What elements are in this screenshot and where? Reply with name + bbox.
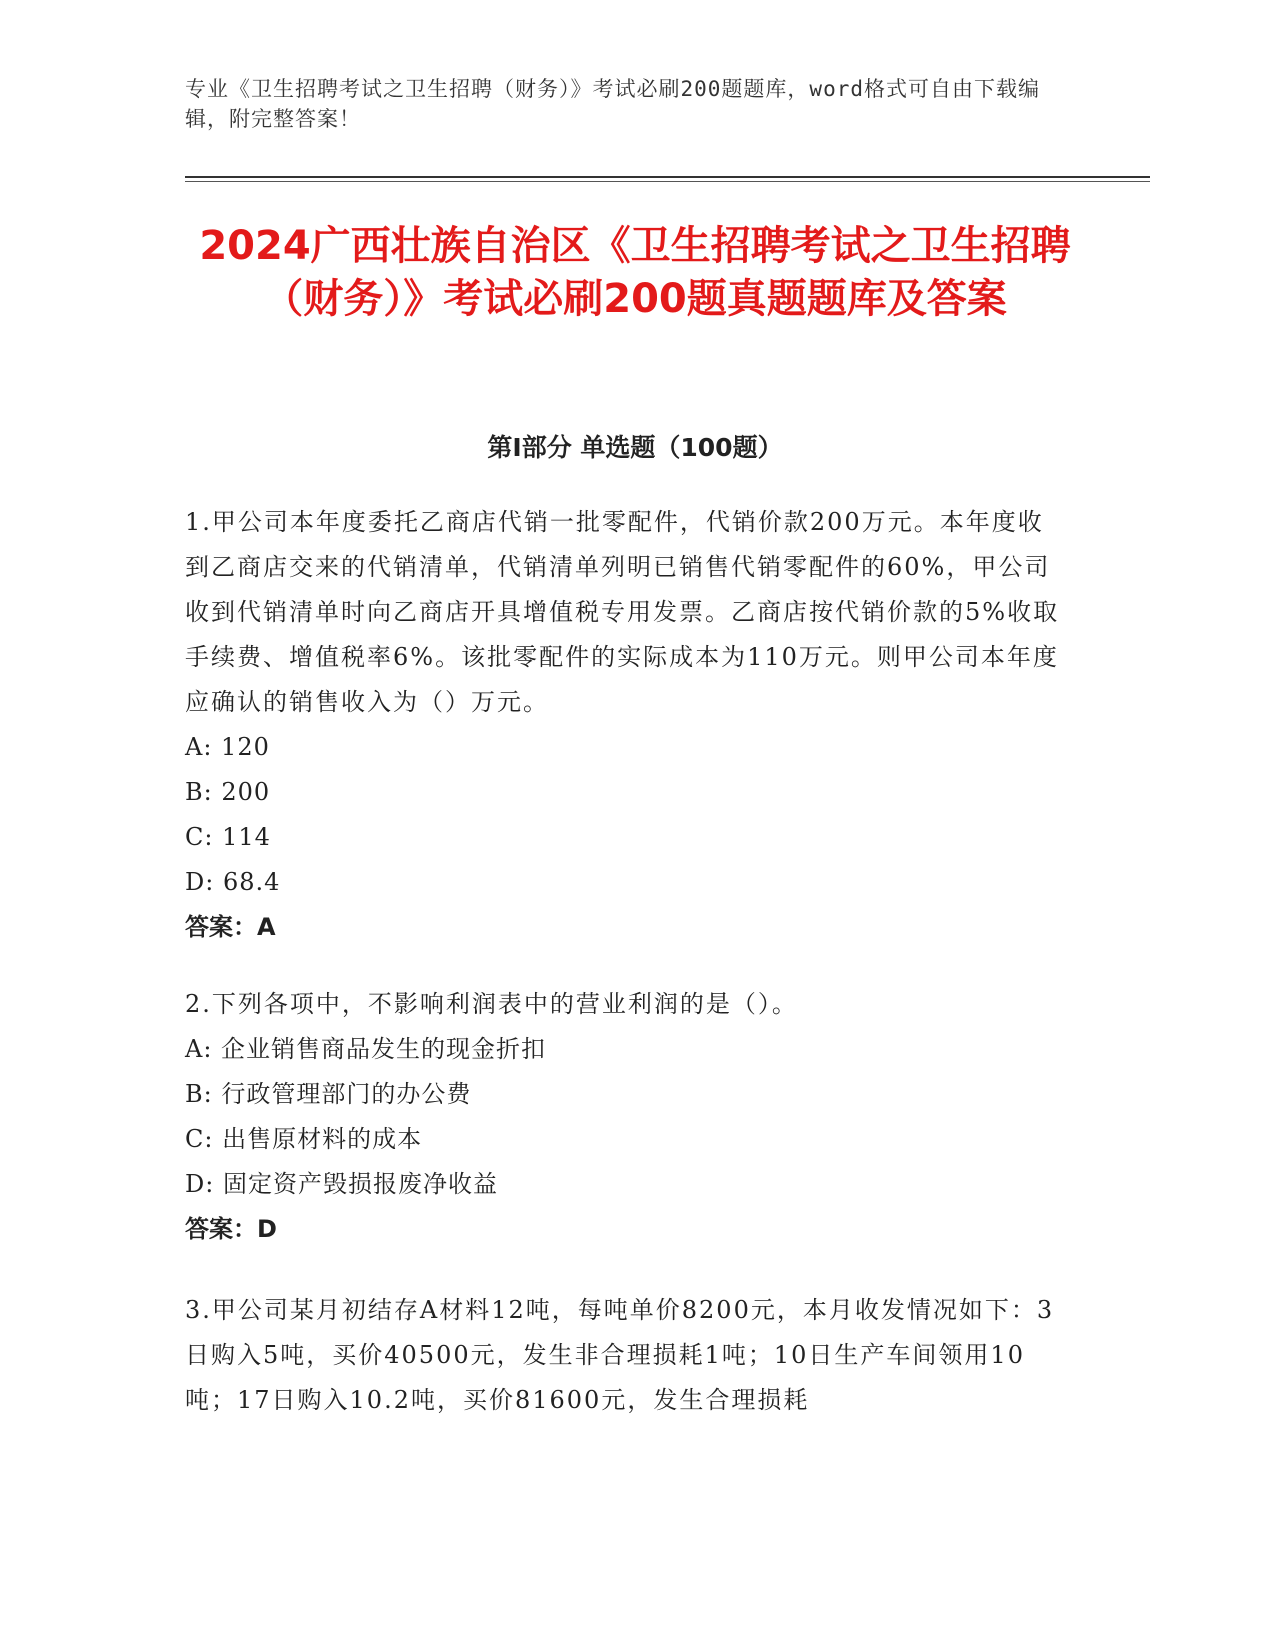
option-a: A: 120 (185, 733, 270, 761)
option-d: D: 68.4 (185, 868, 281, 896)
option-c: C: 出售原材料的成本 (185, 1125, 423, 1153)
header-rule-thin (185, 181, 1150, 182)
question-3 (185, 1288, 1065, 1423)
question-1 (185, 500, 1065, 950)
option-b: B: 200 (185, 778, 271, 806)
option-c: C: 114 (185, 823, 271, 851)
option-d: D: 固定资产毁损报废净收益 (185, 1170, 498, 1198)
document-title: 2024广西壮族自治区《卫生招聘考试之卫生招聘（财务）》考试必刷200题真题题库及答案 (199, 223, 1071, 322)
option-a: A: 企业销售商品发生的现金折扣 (185, 1035, 547, 1063)
option-b: B: 行政管理部门的办公费 (185, 1080, 472, 1108)
question-stem: 1.甲公司本年度委托乙商店代销一批零配件，代销价款200万元。本年度收到乙商店交来的代销清单，代销清单列明已销售代销零配件的60%，甲公司收到代销清单时向乙商店开具增值税专用发票。乙商店按代销价款的5%收取手续费、增值税率6%。该批零配件的实际成本为110万元。则甲公司本年度应确认的销售收入为（）万元。 (185, 508, 1060, 716)
header-rule-thick (185, 176, 1150, 178)
answer: 答案：D (185, 1215, 277, 1243)
question-stem: 2.下列各项中，不影响利润表中的营业利润的是（）。 (185, 990, 798, 1018)
question-stem: 3.甲公司某月初结存A材料12吨，每吨单价8200元，本月收发情况如下：3日购入5吨，买价40500元，发生非合理损耗1吨；10日生产车间领用10吨；17日购入10.2吨，买价81600元，发生合理损耗 (185, 1296, 1055, 1414)
section-title: 第Ⅰ部分 单选题（100题） (487, 433, 783, 462)
question-2 (185, 982, 1065, 1252)
header-note: 专业《卫生招聘考试之卫生招聘（财务）》考试必刷200题题库，word格式可自由下载编辑，附完整答案！ (185, 77, 1040, 131)
answer: 答案：A (185, 913, 276, 941)
